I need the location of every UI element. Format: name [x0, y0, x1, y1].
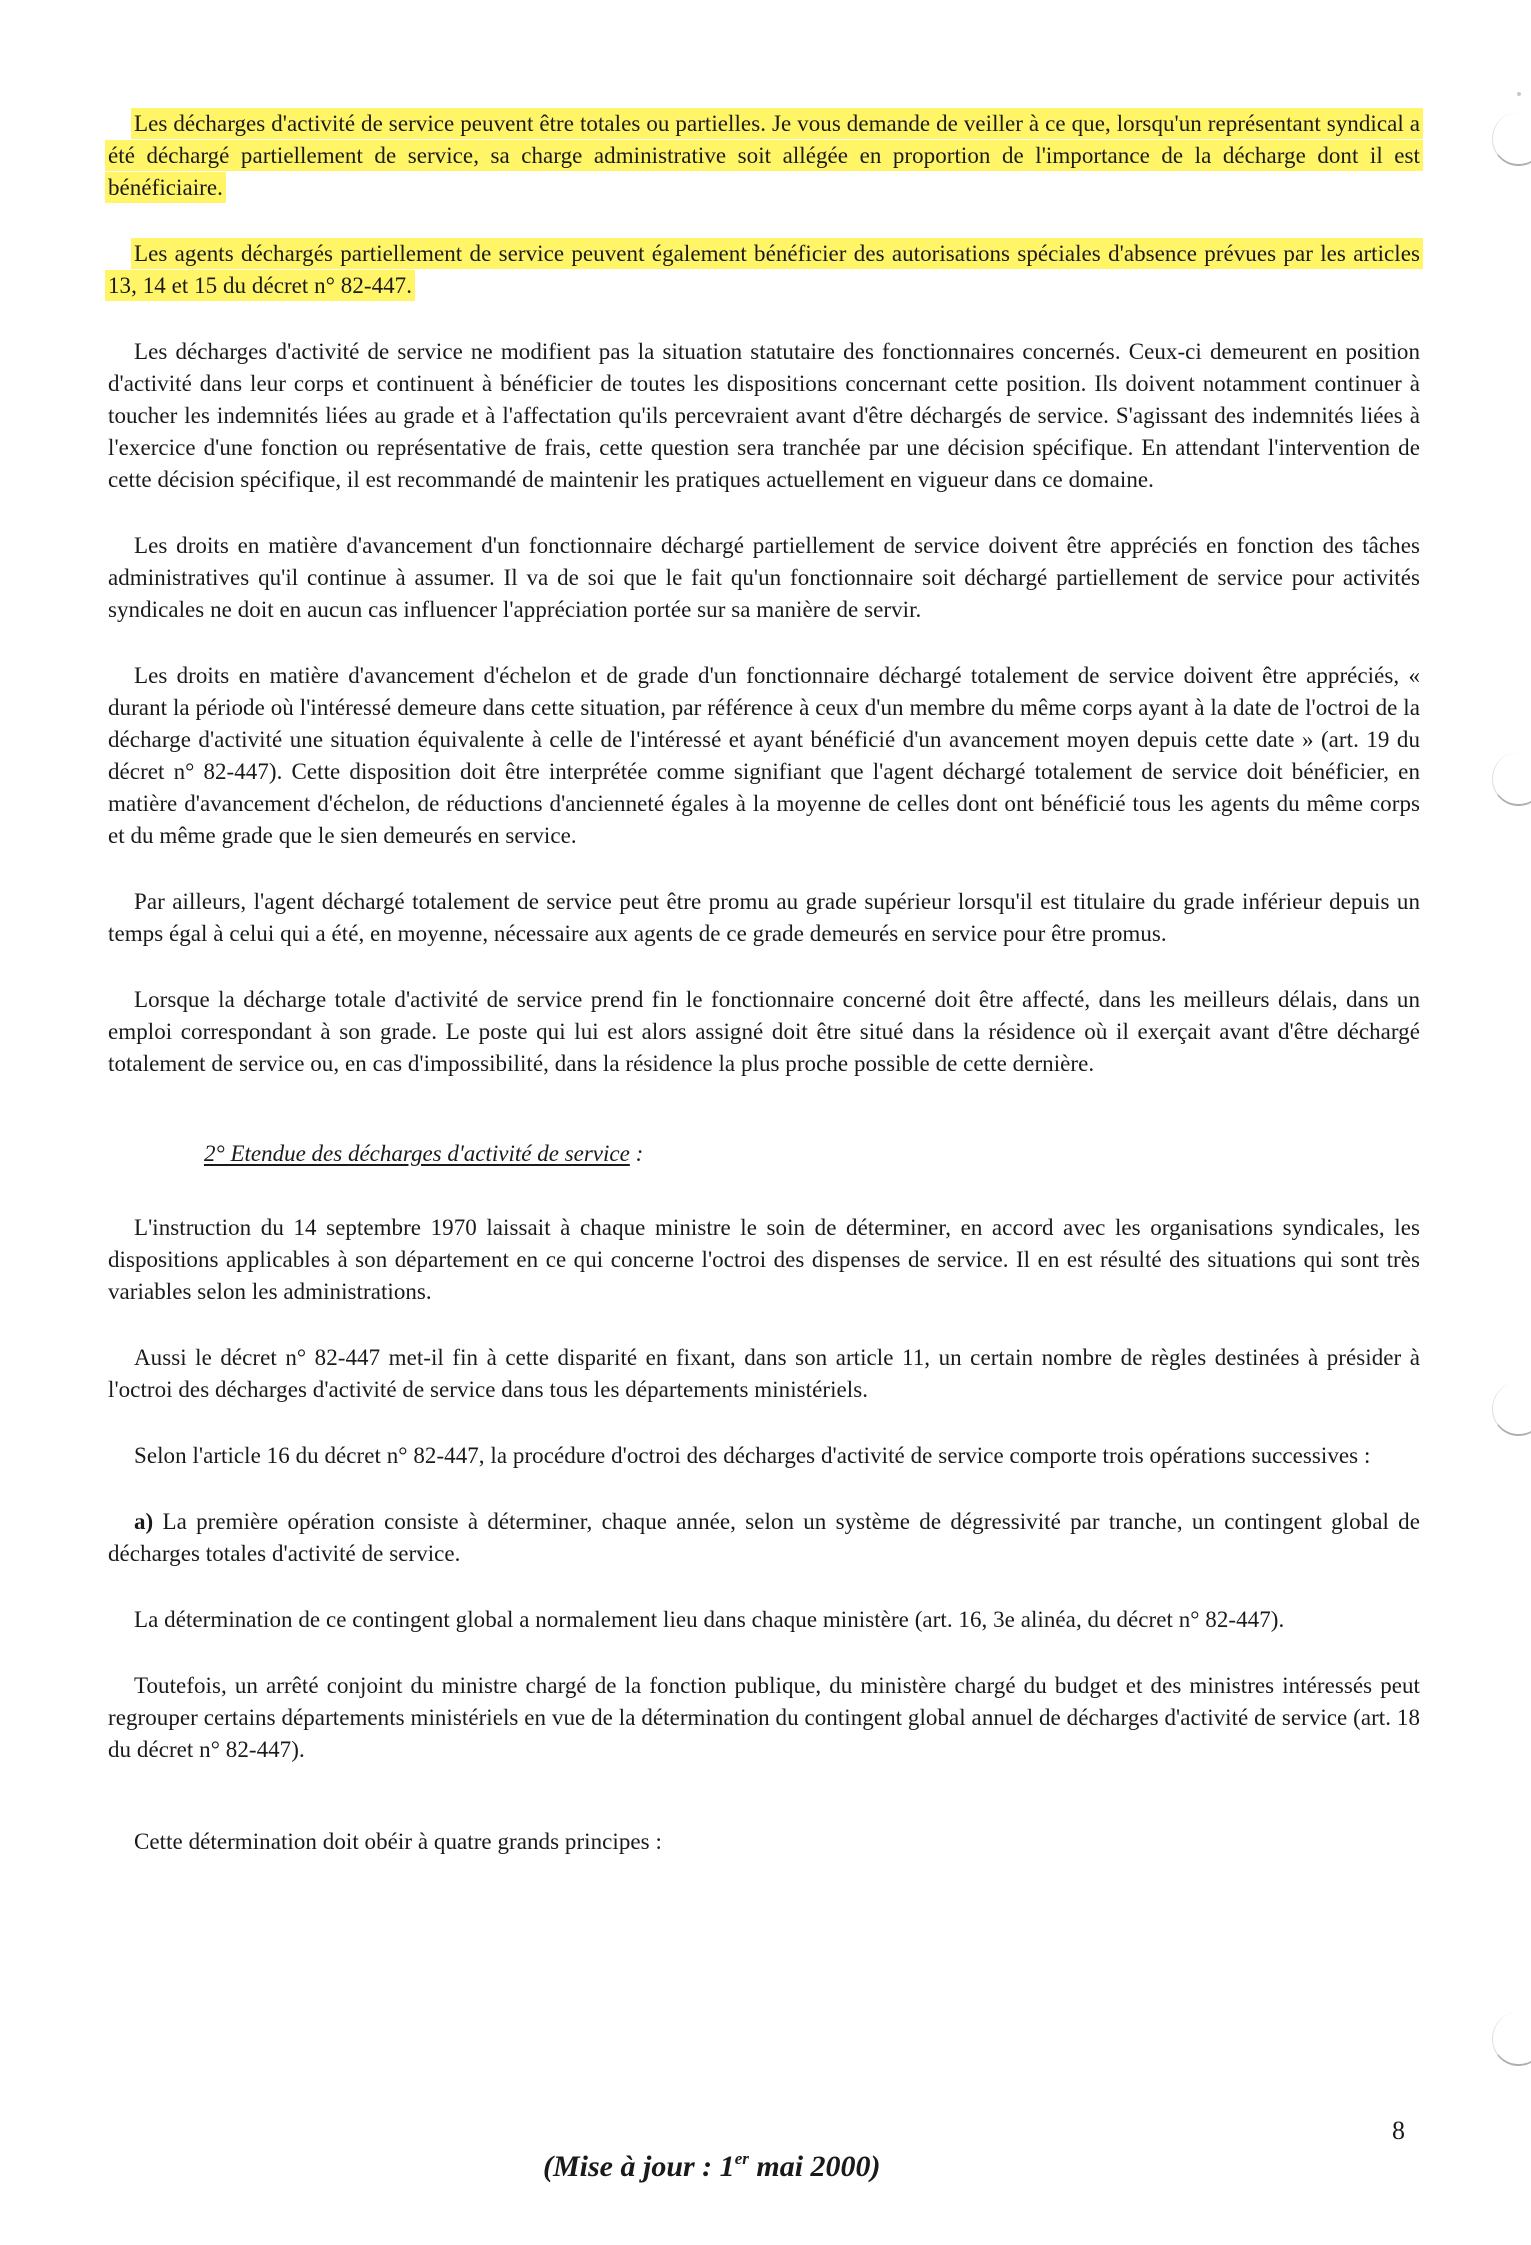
highlighted-text: Les décharges d'activité de service peuvent être totales ou partielles. Je vous demande de veiller à ce que, lorsqu'un représentant syndical a été déchargé partiellement de service, sa charge administrative soit allégée en proportion de l'importance de la décharge dont il est bénéficiaire. [108, 111, 1420, 200]
update-date-footer [543, 2150, 881, 2184]
list-item-label: a) [134, 1509, 154, 1534]
highlighted-paragraph [108, 108, 1420, 204]
punch-hole-mark [1492, 1382, 1531, 1436]
paragraph: Les décharges d'activité de service ne modifient pas la situation statutaire des fonctionnaires concernés. Ceux-ci demeurent en position d'activité dans leur corps et continuent à bénéficier de toutes les dispositions concernant cette position. Ils doivent notamment continuer à toucher les indemnités liées au grade et à l'affectation qu'ils percevraient avant d'être déchargés de service. S'agissant des indemnités liées à l'exercice d'une fonction ou représentative de frais, cette question sera tranchée par une décision spécifique. En attendant l'intervention de cette décision spécifique, il est recommandé de maintenir les pratiques actuellement en vigueur dans ce domaine. [108, 339, 1420, 492]
paragraph: Toutefois, un arrêté conjoint du ministre chargé de la fonction publique, du ministère chargé du budget et des ministres intéressés peut regrouper certains départements ministériels en vue de la détermination du contingent global annuel de décharges d'activité de service (art. 18 du décret n° 82-447). [108, 1673, 1420, 1762]
page-number: 8 [1392, 2116, 1405, 2145]
paragraph: Cette détermination doit obéir à quatre grands principes : [134, 1829, 662, 1854]
scan-artifact-mark [1517, 92, 1521, 96]
punch-hole-mark [1492, 2012, 1531, 2066]
paragraph: Aussi le décret n° 82-447 met-il fin à cette disparité en fixant, dans son article 11, un certain nombre de règles destinées à présider à l'octroi des décharges d'activité de service dans tous les départements ministériels. [108, 1345, 1420, 1402]
list-item-text: La première opération consiste à déterminer, chaque année, selon un système de dégressivité par tranche, un contingent global de décharges totales d'activité de service. [108, 1509, 1420, 1566]
punch-hole-mark [1492, 112, 1531, 166]
section-heading-colon: : [629, 1141, 644, 1166]
highlighted-paragraph [108, 238, 1420, 302]
section-heading-text: 2° Etendue des décharges d'activité de service [204, 1141, 630, 1166]
update-date-superscript: er [734, 2149, 749, 2168]
paragraph: L'instruction du 14 septembre 1970 laissait à chaque ministre le soin de déterminer, en accord avec les organisations syndicales, les dispositions applicables à son département en ce qui concerne l'octroi des dispenses de service. Il en est résulté des situations qui sont très variables selon les administrations. [108, 1215, 1420, 1304]
paragraph: Les droits en matière d'avancement d'échelon et de grade d'un fonctionnaire déchargé totalement de service doivent être appréciés, « durant la période où l'intéressé demeure dans cette situation, par référence à ceux d'un membre du même corps ayant à la date de l'octroi de la décharge d'activité une situation équivalente à celle de l'intéressé et ayant bénéficié d'un avancement moyen depuis cette date » (art. 19 du décret n° 82-447). Cette disposition doit être interprétée comme signifiant que l'agent déchargé totalement de service doit bénéficier, en matière d'avancement d'échelon, de réductions d'ancienneté égales à la moyenne de celles dont ont bénéficié tous les agents du même corps et du même grade que le sien demeurés en service. [108, 663, 1420, 848]
paragraph: Par ailleurs, l'agent déchargé totalement de service peut être promu au grade supérieur lorsqu'il est titulaire du grade inférieur depuis un temps égal à celui qui a été, en moyenne, nécessaire aux agents de ce grade demeurés en service pour être promus. [108, 889, 1420, 946]
update-date-prefix: (Mise à jour : 1 [543, 2150, 735, 2183]
update-date-suffix: mai 2000) [748, 2150, 881, 2183]
paragraph: Les droits en matière d'avancement d'un fonctionnaire déchargé partiellement de service doivent être appréciés en fonction des tâches administratives qu'il continue à assumer. Il va de soi que le fait qu'un fonctionnaire soit déchargé partiellement de service pour activités syndicales ne doit en aucun cas influencer l'appréciation portée sur sa manière de servir. [108, 533, 1420, 622]
paragraph: Selon l'article 16 du décret n° 82-447, la procédure d'octroi des décharges d'activité de service comporte trois opérations successives : [134, 1443, 1371, 1468]
section-heading [204, 1138, 1420, 1170]
punch-hole-mark [1492, 752, 1531, 806]
document-page [108, 108, 1420, 1892]
paragraph: La détermination de ce contingent global a normalement lieu dans chaque ministère (art. 16, 3e alinéa, du décret n° 82-447). [134, 1607, 1285, 1632]
paragraph: Lorsque la décharge totale d'activité de service prend fin le fonctionnaire concerné doit être affecté, dans les meilleurs délais, dans un emploi correspondant à son grade. Le poste qui lui est alors assigné doit être situé dans la résidence où il exerçait avant d'être déchargé totalement de service ou, en cas d'impossibilité, dans la résidence la plus proche possible de cette dernière. [108, 987, 1420, 1076]
list-item-paragraph [108, 1506, 1420, 1570]
highlighted-text: Les agents déchargés partiellement de service peuvent également bénéficier des autorisations spéciales d'absence prévues par les articles 13, 14 et 15 du décret n° 82-447. [108, 241, 1420, 298]
